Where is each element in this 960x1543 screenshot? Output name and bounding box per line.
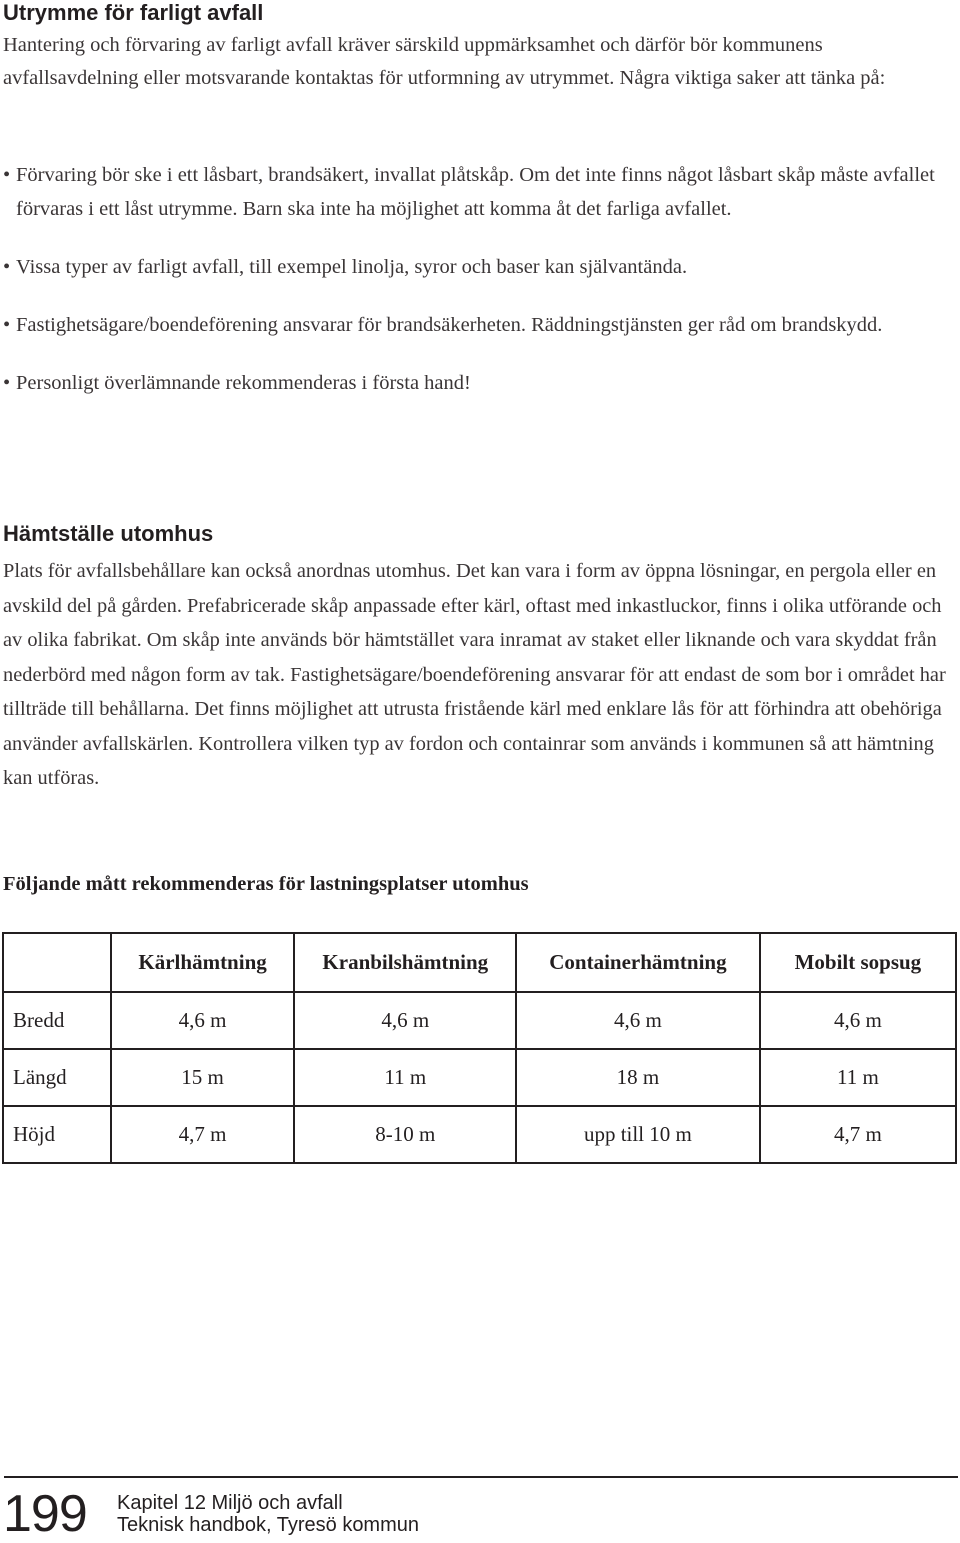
table-caption: Följande mått rekommenderas för lastningsplatser utomhus xyxy=(3,873,529,895)
row-header: Längd xyxy=(3,1049,111,1106)
bullet-list xyxy=(3,158,958,424)
footer-book-title: Teknisk handbok, Tyresö kommun xyxy=(117,1514,420,1536)
table-cell: 8-10 m xyxy=(294,1106,516,1163)
loading-dimensions-table xyxy=(2,932,957,1164)
column-header: Containerhämtning xyxy=(516,933,760,992)
table-row xyxy=(3,1049,956,1106)
bullet-text: Fastighetsägare/boendeförening ansvarar för brandsäkerheten. Räddningstjänsten ger råd om brandskydd. xyxy=(16,314,883,336)
row-header: Bredd xyxy=(3,992,111,1049)
column-header: Kranbilshämtning xyxy=(294,933,516,992)
bullet-text: Personligt överlämnande rekommenderas i första hand! xyxy=(16,372,471,394)
section-heading-outdoor-collection: Hämtställe utomhus xyxy=(3,521,214,546)
table-cell: 4,6 m xyxy=(294,992,516,1049)
bullet-icon: • xyxy=(3,314,11,336)
footer-divider xyxy=(4,1476,958,1478)
outdoor-paragraph: Plats för avfallsbehållare kan också anordnas utomhus. Det kan vara i form av öppna lösningar, en pergola eller en avskild del på gården. Prefabricerade skåp anpassade efter kärl, oftast med inkastluckor, finns i olika utförande och av olika fabrikat. Om skåp inte används bör hämtstället vara inramat av staket eller liknande och vara skyddat från nederbörd med någon form av tak. Fastighetsägare/boendeförening ansvarar för att endast de som bor i området har tillträde till behållarna. Det finns möjlighet att utrusta fristående kärl med enklare lås för att förhindra att obehöriga använder avfallskärlen. Kontrollera vilken typ av fordon och containrar som används i kommunen så att hämtning kan utföras. xyxy=(3,560,946,789)
table-cell: 4,7 m xyxy=(111,1106,295,1163)
list-item xyxy=(3,308,958,342)
bullet-icon: • xyxy=(3,372,11,394)
list-item xyxy=(3,158,958,226)
list-item xyxy=(3,250,958,284)
table-cell: 15 m xyxy=(111,1049,295,1106)
table-row xyxy=(3,992,956,1049)
table-cell: 11 m xyxy=(294,1049,516,1106)
table-cell: 4,6 m xyxy=(760,992,956,1049)
table-cell: 4,7 m xyxy=(760,1106,956,1163)
intro-paragraph: Hantering och förvaring av farligt avfall kräver särskild uppmärksamhet och därför bör kommunens avfallsavdelning eller motsvarande kontaktas för utformning av utrymmet. Några viktiga saker att tänka på: xyxy=(3,34,886,89)
table-cell: 18 m xyxy=(516,1049,760,1106)
row-header: Höjd xyxy=(3,1106,111,1163)
table-row xyxy=(3,1106,956,1163)
bullet-text: Vissa typer av farligt avfall, till exempel linolja, syror och baser kan självantända. xyxy=(16,256,688,278)
bullet-text: Förvaring bör ske i ett låsbart, brandsäkert, invallat plåtskåp. Om det inte finns något låsbart skåp måste avfallet förvaras i ett låst utrymme. Barn ska inte ha möjlighet att komma åt det farliga avfallet. xyxy=(16,164,935,220)
table-cell: 4,6 m xyxy=(516,992,760,1049)
table-cell: 4,6 m xyxy=(111,992,295,1049)
bullet-icon: • xyxy=(3,256,11,278)
section-heading-hazardous-waste: Utrymme för farligt avfall xyxy=(3,0,264,25)
bullet-icon: • xyxy=(3,164,11,186)
table-header-row xyxy=(3,933,956,992)
column-header: Mobilt sopsug xyxy=(760,933,956,992)
table-cell: upp till 10 m xyxy=(516,1106,760,1163)
list-item xyxy=(3,366,958,400)
table-corner-cell xyxy=(3,933,111,992)
table-cell: 11 m xyxy=(760,1049,956,1106)
column-header: Kärlhämtning xyxy=(111,933,295,992)
footer-chapter: Kapitel 12 Miljö och avfall xyxy=(117,1492,343,1514)
page-number: 199 xyxy=(3,1485,87,1543)
